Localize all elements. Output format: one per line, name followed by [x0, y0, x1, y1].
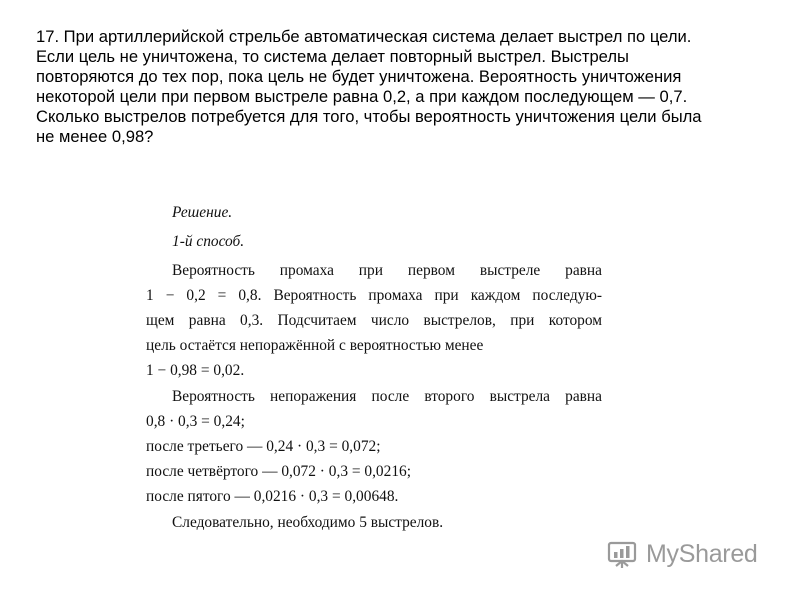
- myshared-logo-icon: [606, 538, 640, 570]
- solution-line: 0,8 · 0,3 = 0,24;: [146, 413, 245, 430]
- problem-line: 17. При артиллерийской стрельбе автоматическая система делает выстрел по цели.: [36, 27, 692, 46]
- solution-line: после третьего — 0,24 · 0,3 = 0,072;: [146, 438, 381, 455]
- solution-line: 1 − 0,98 = 0,02.: [146, 362, 245, 379]
- solution-line: щем равна 0,3. Подсчитаем число выстрелов, при котором: [146, 312, 602, 329]
- solution-method-label: 1-й способ.: [172, 233, 245, 250]
- solution-line: Вероятность непоражения после второго выстрела равна: [172, 388, 602, 405]
- solution-conclusion: Следовательно, необходимо 5 выстрелов.: [172, 514, 444, 531]
- solution-line: 1 − 0,2 = 0,8. Вероятность промаха при каждом последую-: [146, 287, 602, 304]
- problem-statement: [36, 27, 776, 147]
- solution-line: Вероятность промаха при первом выстреле равна: [172, 262, 602, 279]
- solution-line: цель остаётся непоражённой с вероятностью менее: [146, 337, 484, 354]
- solution-line: после пятого — 0,0216 · 0,3 = 0,00648.: [146, 488, 399, 505]
- problem-line: Сколько выстрелов потребуется для того, чтобы вероятность уничтожения цели была: [36, 107, 702, 126]
- problem-line: не менее 0,98?: [36, 127, 154, 146]
- problem-line: повторяются до тех пор, пока цель не будет уничтожена. Вероятность уничтожения: [36, 67, 682, 86]
- myshared-logo-text: MyShared: [646, 539, 758, 568]
- problem-line: некоторой цели при первом выстреле равна 0,2, а при каждом последующем — 0,7.: [36, 87, 688, 106]
- myshared-logo[interactable]: [606, 538, 758, 570]
- problem-line: Если цель не уничтожена, то система делает повторный выстрел. Выстрелы: [36, 47, 629, 66]
- solution-heading: Решение.: [172, 204, 233, 221]
- solution-line: после четвёртого — 0,072 · 0,3 = 0,0216;: [146, 463, 411, 480]
